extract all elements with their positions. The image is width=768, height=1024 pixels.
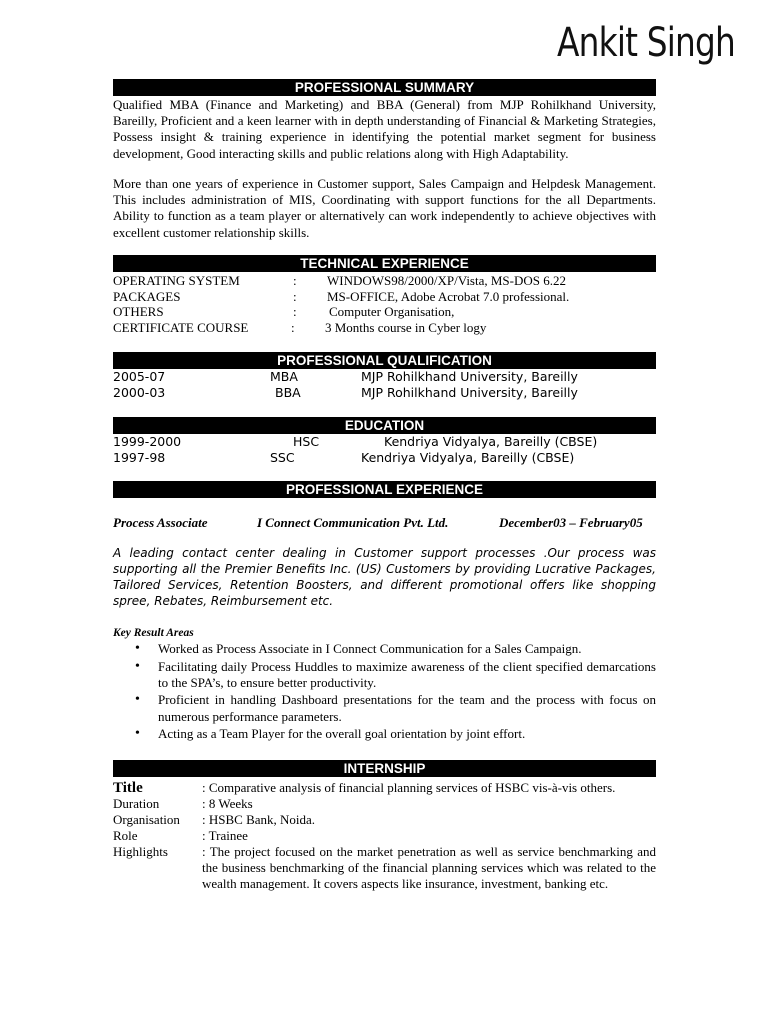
internship-role-label: Role <box>113 828 138 843</box>
tech-label: CERTIFICATE COURSE <box>113 320 249 335</box>
tech-value: Computer Organisation, <box>329 304 455 319</box>
qualification-institute: MJP Rohilkhand University, Bareilly <box>361 385 578 400</box>
experience-period: December03 – February05 <box>499 515 643 530</box>
section-header-education: EDUCATION <box>113 417 656 434</box>
tech-separator: : <box>293 304 297 319</box>
education-school: Kendriya Vidyalya, Bareilly (CBSE) <box>384 434 598 449</box>
kra-text: Worked as Process Associate in I Connect Communication for a Sales Campaign. <box>158 641 582 656</box>
section-header-experience: PROFESSIONAL EXPERIENCE <box>113 481 656 498</box>
internship-duration-value: : 8 Weeks <box>202 796 253 811</box>
internship-highlights-label: Highlights <box>113 844 168 859</box>
education-school: Kendriya Vidyalya, Bareilly (CBSE) <box>361 450 575 465</box>
education-year: 1999-2000 <box>113 434 182 449</box>
tech-separator: : <box>293 289 297 304</box>
internship-organisation-label: Organisation <box>113 812 180 827</box>
experience-company: I Connect Communication Pvt. Ltd. <box>257 515 449 530</box>
internship-title-label: Title <box>113 780 143 796</box>
qualification-institute: MJP Rohilkhand University, Bareilly <box>361 369 578 384</box>
experience-role: Process Associate <box>113 515 208 530</box>
internship-title-value: : Comparative analysis of financial planning services of HSBC vis-à-vis others. <box>202 780 616 795</box>
candidate-name: Ankit Singh <box>557 20 735 66</box>
bullet-icon: • <box>135 641 140 656</box>
list-item <box>113 692 656 724</box>
internship-highlights-value: : The project focused on the market penetration as well as service benchmarking and the business benchmarking of the financial planning services which was related to the wealth management. It covers aspects like insurance, investment, banking etc. <box>202 844 656 892</box>
list-item <box>113 726 656 742</box>
qualification-degree: MBA <box>270 369 298 384</box>
bullet-icon: • <box>135 692 140 708</box>
bullet-icon: • <box>135 726 140 742</box>
kra-text: Proficient in handling Dashboard presentations for the team and the process with focus on numerous performance parameters. <box>158 692 656 724</box>
internship-organisation-value: : HSBC Bank, Noida. <box>202 812 316 827</box>
experience-description: A leading contact center dealing in Customer support processes .Our process was supporting all the Premier Benefits Inc. (US) Customers by providing Lucrative Packages, Tailored Services, Retention Boosters, and different promotional offers like shopping spree, Rebates, Reimbursement etc. <box>113 546 656 608</box>
tech-separator: : <box>293 273 297 288</box>
bullet-icon: • <box>135 658 140 674</box>
section-header-summary: PROFESSIONAL SUMMARY <box>113 79 656 96</box>
tech-label: PACKAGES <box>113 289 181 304</box>
kra-title: Key Result Areas <box>113 627 194 639</box>
section-header-internship: INTERNSHIP <box>113 760 656 777</box>
section-header-technical: TECHNICAL EXPERIENCE <box>113 255 656 272</box>
qualification-year: 2005-07 <box>113 369 166 384</box>
list-item <box>113 659 656 691</box>
summary-paragraph-2: More than one years of experience in Customer support, Sales Campaign and Helpdesk Management. This includes administration of MIS, Coordinating with support functions for the all Departments. Ability to function as a team player or alternatively can work independently to achieve objectives with excellent customer relationship skills. <box>113 176 656 240</box>
tech-label: OPERATING SYSTEM <box>113 273 240 288</box>
tech-separator: : <box>291 320 295 335</box>
list-item <box>113 641 656 657</box>
section-header-qualification: PROFESSIONAL QUALIFICATION <box>113 352 656 369</box>
education-level: SSC <box>270 450 295 465</box>
education-level: HSC <box>293 434 320 449</box>
tech-value: MS-OFFICE, Adobe Acrobat 7.0 professional. <box>327 289 570 304</box>
summary-paragraph-1: Qualified MBA (Finance and Marketing) and BBA (General) from MJP Rohilkhand University, Bareilly, Proficient and a keen learner with in depth understanding of Financial & Marketing Strategies, Possess insight & training experience in identifying the potential market segment for business development, Good interacting skills and public relations along with High Adaptability. <box>113 97 656 161</box>
tech-value: 3 Months course in Cyber logy <box>325 320 487 335</box>
kra-text: Facilitating daily Process Huddles to maximize awareness of the client specified demarcations to the SPA’s, to ensure better productivity. <box>158 658 656 690</box>
internship-duration-label: Duration <box>113 796 160 811</box>
qualification-year: 2000-03 <box>113 385 166 400</box>
kra-list <box>113 641 656 744</box>
kra-text: Acting as a Team Player for the overall goal orientation by joint effort. <box>158 726 526 742</box>
tech-label: OTHERS <box>113 304 164 319</box>
qualification-degree: BBA <box>275 385 301 400</box>
tech-value: WINDOWS98/2000/XP/Vista, MS-DOS 6.22 <box>327 273 567 288</box>
education-year: 1997-98 <box>113 450 166 465</box>
internship-role-value: : Trainee <box>202 828 248 843</box>
